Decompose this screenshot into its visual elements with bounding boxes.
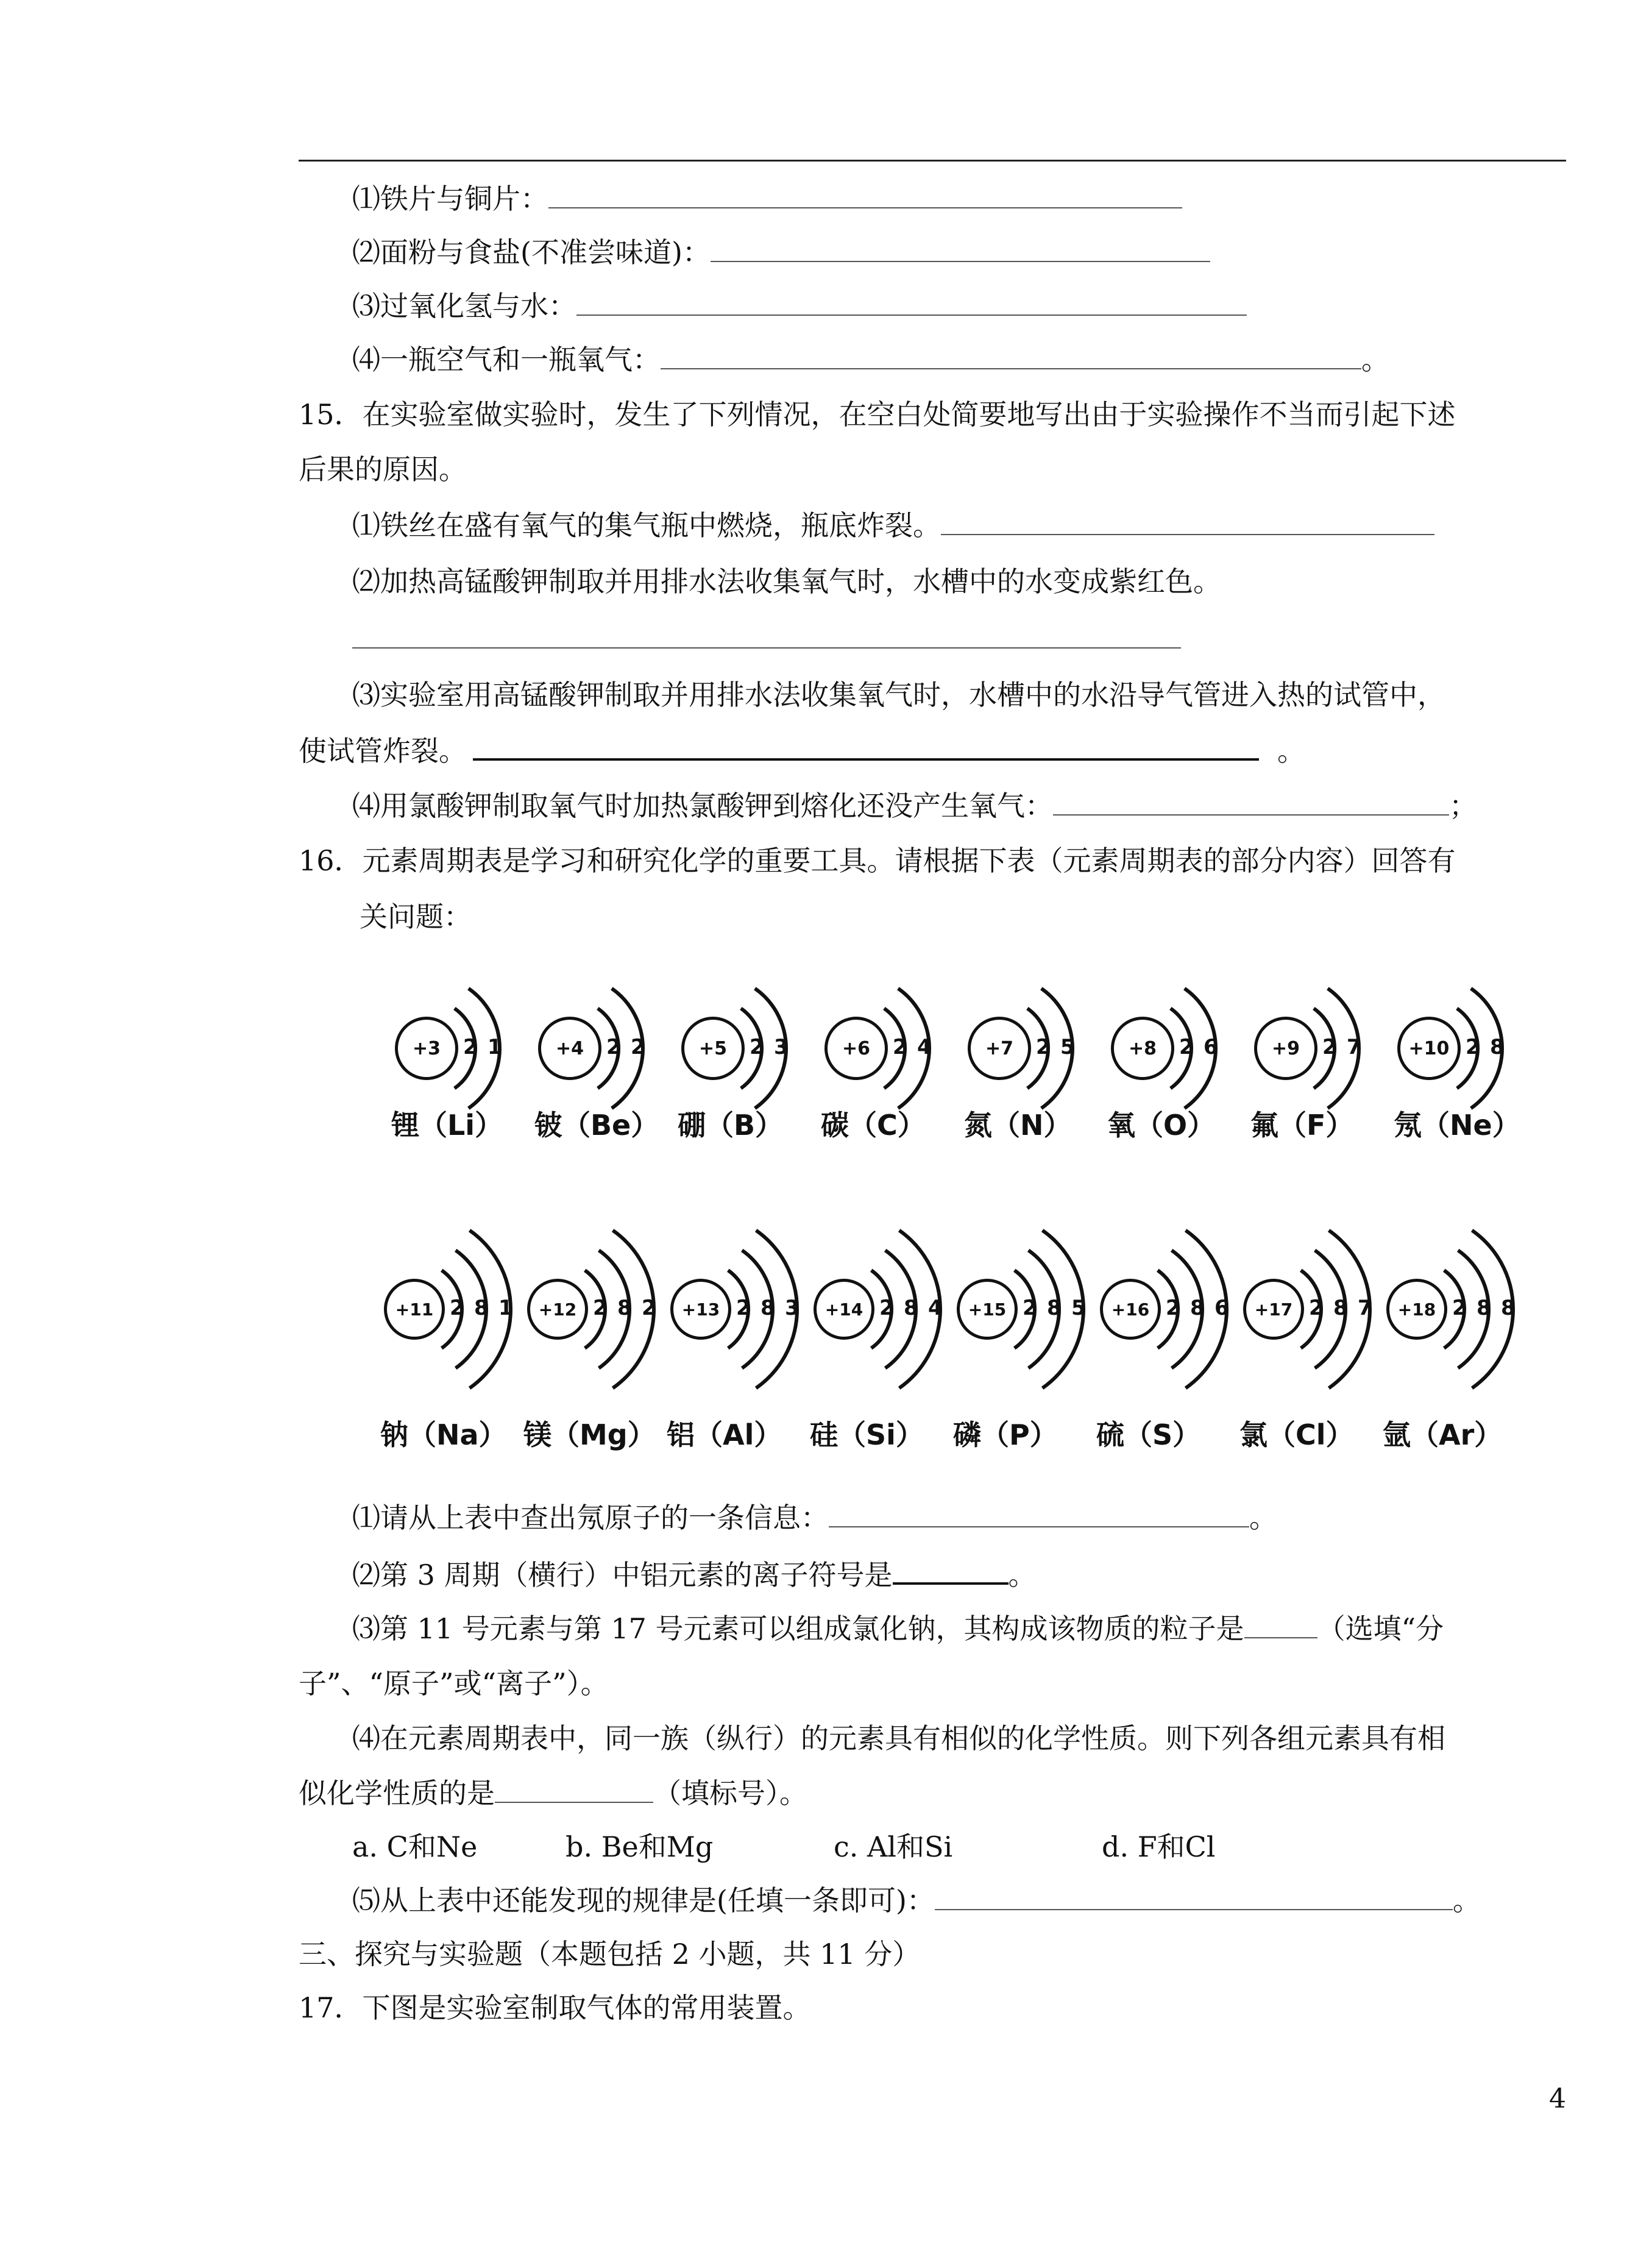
q17-stem: 17．下图是实验室制取气体的常用装置。 — [299, 1991, 811, 2024]
q15-item-3-text: 使试管炸裂。 — [299, 734, 467, 767]
q16-sub-1-text: ⑴请从上表中查出氖原子的一条信息： — [352, 1501, 829, 1534]
shell-electron-count: 8 — [1501, 1296, 1516, 1320]
answer-blank[interactable] — [661, 341, 1361, 369]
shell-electron-count: 6 — [1214, 1296, 1229, 1320]
answer-blank[interactable] — [352, 620, 1181, 649]
q15-item-4-text: ⑷用氯酸钾制取氧气时加热氯酸钾到熔化还没产生氧气： — [352, 789, 1053, 822]
nucleus: +11 — [384, 1279, 445, 1340]
shell-electron-count: 8 — [1333, 1296, 1348, 1320]
shell-electron-count: 7 — [1347, 1035, 1361, 1059]
shell-electron-count: 2 — [879, 1296, 894, 1320]
electron-shell-arcs — [856, 926, 978, 1170]
electron-shell-arcs — [570, 926, 692, 1170]
electron-shell-arcs — [1417, 1187, 1539, 1431]
q15-item-4-end: ； — [1449, 789, 1477, 822]
electron-shell-arcs — [701, 1187, 823, 1431]
element-label: 氮（N） — [964, 1109, 1072, 1142]
shell-electron-count: 5 — [1071, 1296, 1086, 1320]
element-label: 锂（Li） — [391, 1109, 503, 1142]
answer-blank[interactable] — [495, 1775, 653, 1803]
q15-item-1 — [352, 507, 1434, 544]
shell-electron-count: 2 — [450, 1296, 464, 1320]
shell-electron-count: 8 — [1490, 1035, 1505, 1059]
shell-electron-count: 7 — [1358, 1296, 1372, 1320]
q16-sub-1 — [352, 1499, 1277, 1536]
shell-electron-count: 8 — [1047, 1296, 1062, 1320]
q16-sub-3-line2: 子”、“原子”或“离子”）。 — [299, 1667, 609, 1700]
shell-electron-count: 2 — [1023, 1296, 1037, 1320]
shell-electron-count: 6 — [1204, 1035, 1218, 1059]
shell-electron-count: 2 — [1309, 1296, 1324, 1320]
element-label: 硫（S） — [1096, 1418, 1201, 1451]
shell-electron-count: 8 — [760, 1296, 775, 1320]
nucleus: +10 — [1397, 1017, 1461, 1080]
shell-electron-count: 2 — [750, 1035, 764, 1059]
q16-sub-5 — [352, 1882, 1481, 1919]
element-label: 氖（Ne） — [1394, 1109, 1520, 1142]
answer-blank[interactable] — [935, 1882, 1453, 1910]
section-3-heading: 三、探究与实验题（本题包括 2 小题，共 11 分） — [299, 1938, 921, 1971]
q15-item-3-line1: ⑶实验室用高锰酸钾制取并用排水法收集氧气时，水槽中的水沿导气管进入热的试管中， — [352, 678, 1445, 711]
q15-item-4 — [352, 787, 1477, 824]
shell-electron-count: 1 — [488, 1035, 502, 1059]
q14-item-4-text: ⑷一瓶空气和一瓶氧气： — [352, 343, 661, 376]
element-label: 氯（Cl） — [1239, 1418, 1354, 1451]
electron-shell-arcs — [414, 1187, 536, 1431]
electron-shell-arcs — [844, 1187, 966, 1431]
shell-electron-count: 2 — [893, 1035, 907, 1059]
q16-sub-2-end: 。 — [1008, 1559, 1037, 1591]
answer-blank[interactable] — [893, 1555, 1009, 1585]
nucleus: +14 — [814, 1279, 874, 1340]
answer-blank[interactable] — [1053, 787, 1449, 816]
electron-shell-arcs — [1274, 1187, 1395, 1431]
q14-item-4 — [352, 341, 1389, 378]
nucleus: +9 — [1254, 1017, 1317, 1080]
answer-blank[interactable] — [941, 507, 1434, 535]
element-label: 磷（P） — [953, 1418, 1058, 1451]
q16-stem-2: 关问题： — [360, 900, 472, 933]
electron-shell-arcs — [1143, 926, 1264, 1170]
q15-item-2: ⑵加热高锰酸钾制取并用排水法收集氧气时，水槽中的水变成紫红色。 — [352, 565, 1221, 598]
shell-electron-count: 2 — [1466, 1035, 1480, 1059]
q16-sub-4-line1: ⑷在元素周期表中，同一族（纵行）的元素具有相似的化学性质。则下列各组元素具有相 — [352, 1722, 1445, 1755]
q15-stem-1: 15．在实验室做实验时，发生了下列情况，在空白处简要地写出由于实验操作不当而引起下述 — [299, 398, 1456, 431]
element-label: 铝（Al） — [667, 1418, 782, 1451]
q14-item-2 — [352, 234, 1210, 271]
q15-item-3-end: 。 — [1277, 734, 1305, 767]
shell-electron-count: 2 — [1179, 1035, 1194, 1059]
element-label: 镁（Mg） — [523, 1418, 656, 1451]
q16-sub-4-end: （填标号）。 — [653, 1777, 807, 1810]
q16-sub-2 — [352, 1555, 1037, 1593]
nucleus: +13 — [670, 1279, 731, 1340]
element-label: 氩（Ar） — [1383, 1418, 1503, 1451]
q14-end-punct: 。 — [1361, 343, 1389, 376]
answer-blank[interactable] — [829, 1499, 1249, 1527]
element-label: 硼（B） — [678, 1109, 784, 1142]
shell-electron-count: 2 — [606, 1035, 621, 1059]
q16-sub-3-end: （选填“分 — [1317, 1612, 1444, 1645]
electron-shell-arcs — [558, 1187, 679, 1431]
element-label: 碳（C） — [821, 1109, 926, 1142]
element-label: 氧（O） — [1107, 1109, 1216, 1142]
nucleus: +15 — [957, 1279, 1018, 1340]
answer-blank[interactable] — [711, 234, 1210, 262]
q15-item-2-answer — [352, 620, 1181, 657]
electron-shell-arcs — [987, 1187, 1109, 1431]
answer-blank[interactable] — [473, 731, 1259, 761]
option-c: c. Al和Si — [834, 1830, 953, 1863]
electron-shell-arcs — [999, 926, 1121, 1170]
nucleus: +17 — [1243, 1279, 1304, 1340]
nucleus: +4 — [538, 1017, 601, 1080]
q14-item-1 — [352, 180, 1182, 217]
shell-electron-count: 8 — [904, 1296, 918, 1320]
q14-item-2-text: ⑵面粉与食盐(不准尝味道)： — [352, 236, 711, 269]
shell-electron-count: 8 — [474, 1296, 489, 1320]
shell-electron-count: 2 — [736, 1296, 751, 1320]
q16-sub-4-line2 — [299, 1775, 807, 1811]
q16-sub-5-text: ⑸从上表中还能发现的规律是(任填一条即可)： — [352, 1884, 935, 1917]
answer-blank[interactable] — [548, 180, 1182, 208]
shell-electron-count: 2 — [1322, 1035, 1337, 1059]
nucleus: +8 — [1111, 1017, 1174, 1080]
q15-item-1-text: ⑴铁丝在盛有氧气的集气瓶中燃烧，瓶底炸裂。 — [352, 509, 941, 542]
element-label: 硅（Si） — [810, 1418, 924, 1451]
shell-electron-count: 8 — [1477, 1296, 1491, 1320]
electron-shell-arcs — [1130, 1187, 1252, 1431]
answer-blank[interactable] — [576, 288, 1247, 316]
shell-electron-count: 3 — [774, 1035, 789, 1059]
shell-electron-count: 2 — [463, 1035, 478, 1059]
electron-shell-arcs — [427, 926, 548, 1170]
q16-sub-4-text: 似化学性质的是 — [299, 1777, 495, 1810]
q15-stem-2: 后果的原因。 — [299, 453, 467, 486]
page-number: 4 — [1549, 2083, 1566, 2114]
shell-electron-count: 3 — [785, 1296, 800, 1320]
q16-stem-1: 16．元素周期表是学习和研究化学的重要工具。请根据下表（元素周期表的部分内容）回答有 — [299, 844, 1456, 877]
q16-options — [352, 1829, 1216, 1865]
element-label: 铍（Be） — [534, 1109, 659, 1142]
q16-sub-1-end: 。 — [1249, 1501, 1277, 1534]
q14-item-3-text: ⑶过氧化氢与水： — [352, 290, 576, 322]
shell-electron-count: 2 — [1452, 1296, 1467, 1320]
shell-electron-count: 4 — [917, 1035, 932, 1059]
q14-item-1-text: ⑴铁片与铜片： — [352, 182, 548, 215]
element-label: 钠（Na） — [380, 1418, 507, 1451]
header-rule — [299, 160, 1566, 162]
shell-electron-count: 4 — [928, 1296, 943, 1320]
element-label: 氟（F） — [1250, 1109, 1354, 1142]
nucleus: +16 — [1100, 1279, 1161, 1340]
option-d: d. F和Cl — [1102, 1830, 1216, 1863]
shell-electron-count: 2 — [642, 1296, 656, 1320]
nucleus: +7 — [968, 1017, 1031, 1080]
nucleus: +6 — [824, 1017, 888, 1080]
option-a: a. C和Ne — [352, 1830, 478, 1863]
shell-electron-count: 1 — [498, 1296, 513, 1320]
shell-electron-count: 2 — [593, 1296, 608, 1320]
q14-item-3 — [352, 288, 1247, 324]
shell-electron-count: 2 — [1166, 1296, 1180, 1320]
shell-electron-count: 8 — [617, 1296, 632, 1320]
option-b: b. Be和Mg — [566, 1830, 714, 1863]
q16-sub-2-text: ⑵第 3 周期（横行）中铝元素的离子符号是 — [352, 1559, 893, 1591]
shell-electron-count: 2 — [1036, 1035, 1051, 1059]
shell-electron-count: 5 — [1060, 1035, 1075, 1059]
electron-shell-arcs — [1429, 926, 1551, 1170]
nucleus: +12 — [527, 1279, 588, 1340]
answer-blank[interactable] — [1244, 1610, 1317, 1638]
electron-shell-arcs — [1286, 926, 1408, 1170]
q16-sub-3-line1 — [352, 1610, 1444, 1647]
q16-sub-5-end: 。 — [1452, 1884, 1481, 1917]
q16-sub-3-text: ⑶第 11 号元素与第 17 号元素可以组成氯化钠，其构成该物质的粒子是 — [352, 1612, 1244, 1645]
shell-electron-count: 8 — [1190, 1296, 1205, 1320]
q15-item-3-line2 — [299, 731, 1305, 769]
electron-shell-arcs — [713, 926, 835, 1170]
shell-electron-count: 2 — [631, 1035, 645, 1059]
nucleus: +3 — [395, 1017, 458, 1080]
nucleus: +5 — [681, 1017, 745, 1080]
nucleus: +18 — [1386, 1279, 1447, 1340]
